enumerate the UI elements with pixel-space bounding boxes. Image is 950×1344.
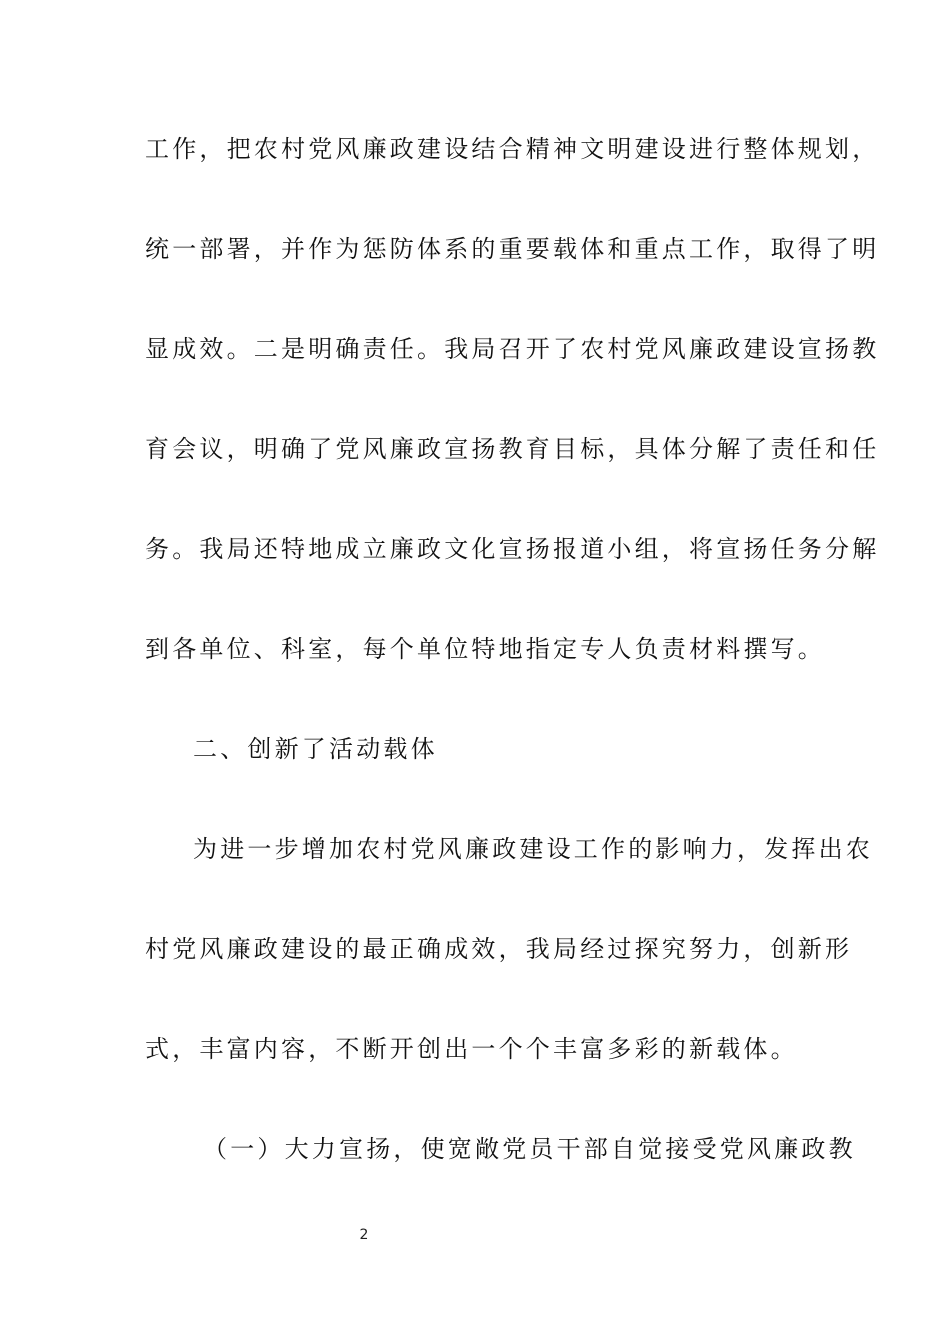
body-text-line: 为进一步增加农村党风廉政建设工作的影响力，发挥出农 [193,835,873,863]
subsection-heading: （一）大力宣扬，使宽敞党员干部自觉接受党风廉政教 [203,1135,856,1163]
body-text-line: 务。我局还特地成立廉政文化宣扬报道小组，将宣扬任务分解 [145,535,880,563]
body-text-line: 到各单位、科室，每个单位特地指定专人负责材料撰写。 [145,635,825,663]
body-text-line: 村党风廉政建设的最正确成效，我局经过探究努力，创新形 [145,935,853,963]
body-text-line: 育会议，明确了党风廉政宣扬教育目标，具体分解了责任和任 [145,435,880,463]
body-text-line: 显成效。二是明确责任。我局召开了农村党风廉政建设宣扬教 [145,335,880,363]
body-text-line: 工作，把农村党风廉政建设结合精神文明建设进行整体规划， [145,135,880,163]
page-number: 2 [359,1227,369,1243]
body-text-line: 式，丰富内容，不断开创出一个个丰富多彩的新载体。 [145,1035,798,1063]
section-heading: 二、创新了活动载体 [193,735,438,763]
body-text-line: 统一部署，并作为惩防体系的重要载体和重点工作，取得了明 [145,235,880,263]
